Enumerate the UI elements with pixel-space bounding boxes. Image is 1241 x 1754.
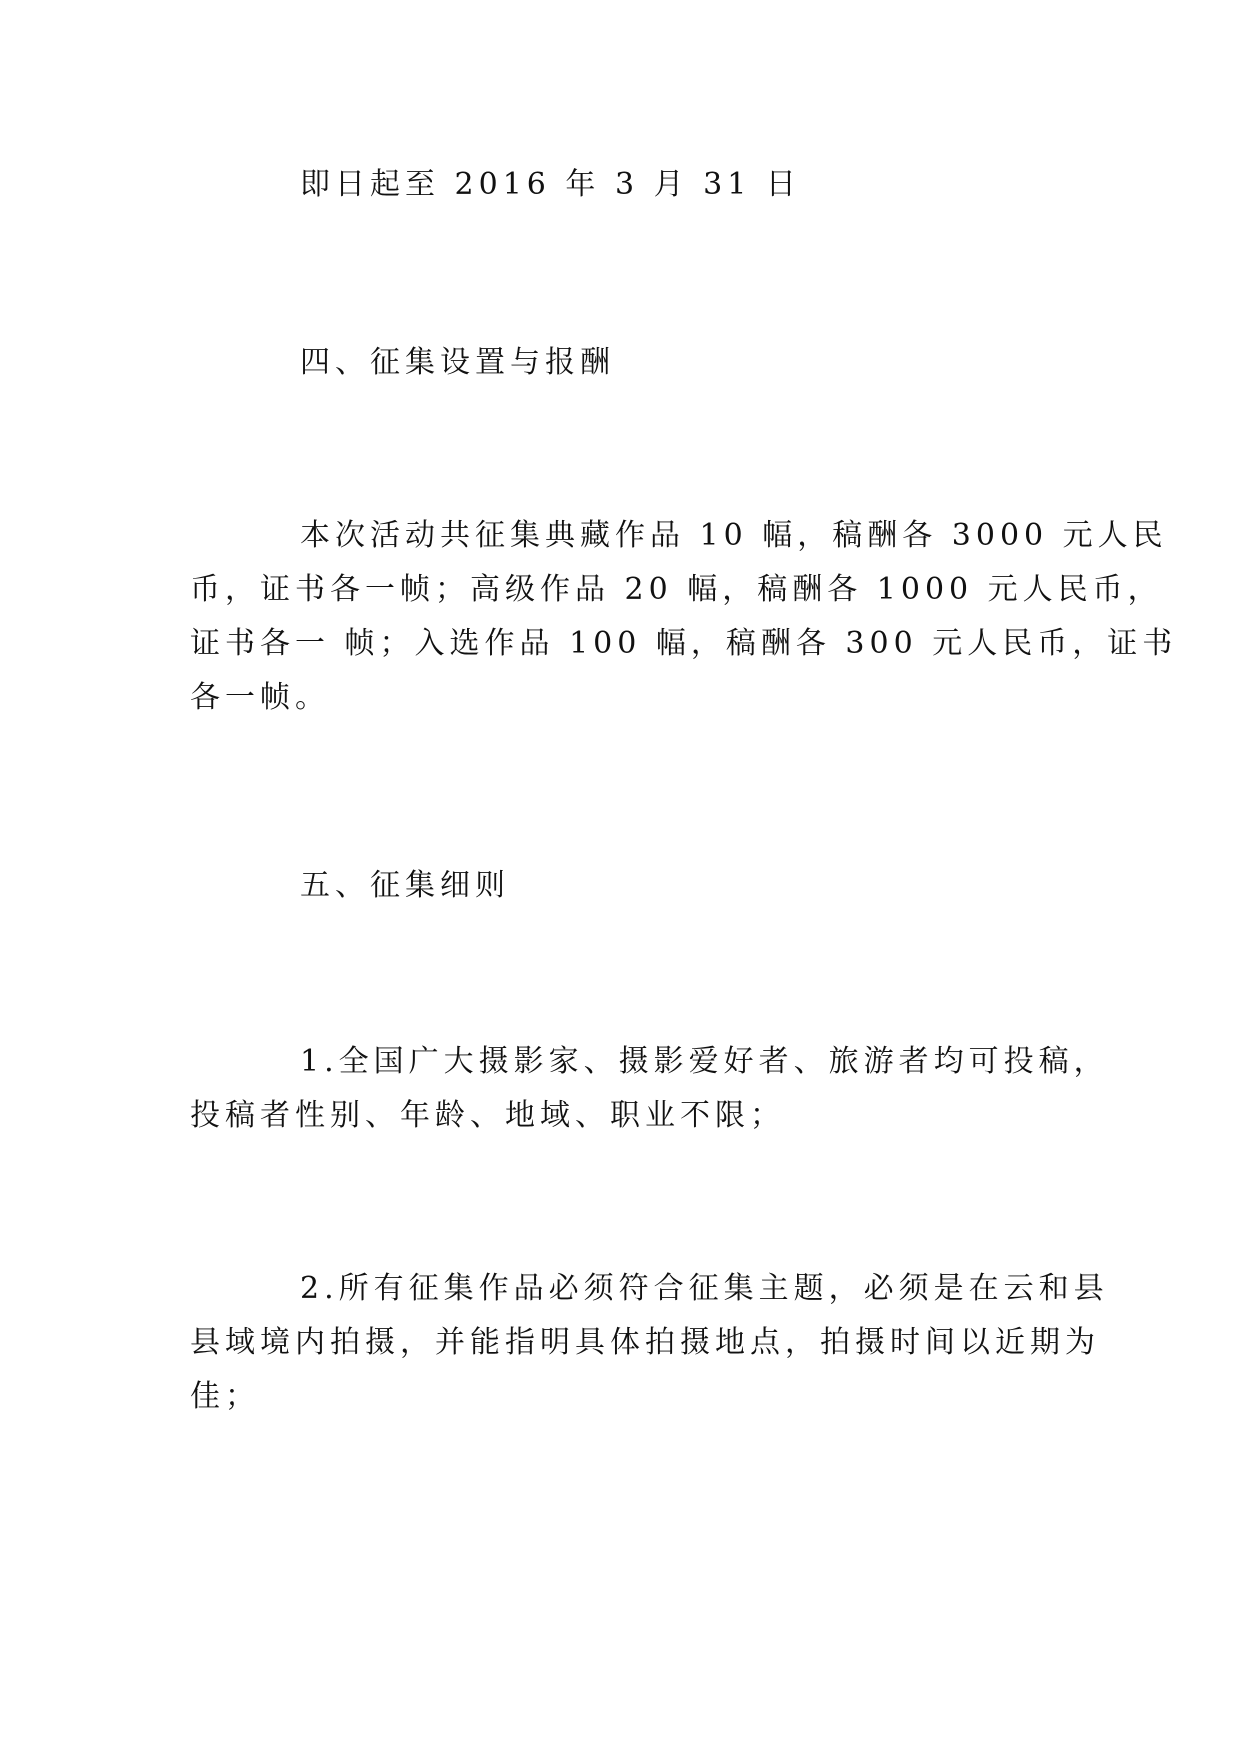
- date-range-paragraph: [190, 158, 1060, 212]
- section-4-heading: [190, 336, 1060, 390]
- rewards-line-3: 证书各一 帧；入选作品 100 幅，稿酬各 300 元人民币，证书: [190, 626, 1178, 661]
- rule-2-paragraph: [190, 1262, 1109, 1424]
- date-range-text: 即日起至 2016 年 3 月 31 日: [300, 167, 801, 202]
- section-5-heading-text: 五、征集细则: [300, 868, 510, 903]
- rule-1-paragraph: [190, 1035, 1109, 1143]
- rewards-line-4: 各一帧。: [190, 680, 330, 715]
- rule-2-line-3: 佳；: [190, 1379, 260, 1414]
- rule-2-line-1: 2.所有征集作品必须符合征集主题，必须是在云和县: [300, 1271, 1109, 1306]
- section-5-heading: [190, 859, 1060, 913]
- rule-2-line-2: 县域境内拍摄，并能指明具体拍摄地点，拍摄时间以近期为: [190, 1325, 1100, 1360]
- rule-1-line-1: 1.全国广大摄影家、摄影爱好者、旅游者均可投稿，: [300, 1044, 1109, 1079]
- section-4-heading-text: 四、征集设置与报酬: [300, 345, 615, 380]
- rewards-line-2: 币，证书各一帧；高级作品 20 幅，稿酬各 1000 元人民币，: [190, 572, 1163, 607]
- rewards-line-1: 本次活动共征集典藏作品 10 幅，稿酬各 3000 元人民: [300, 518, 1168, 553]
- rule-1-line-2: 投稿者性别、年龄、地域、职业不限；: [190, 1098, 785, 1133]
- rewards-paragraph: [190, 509, 1178, 725]
